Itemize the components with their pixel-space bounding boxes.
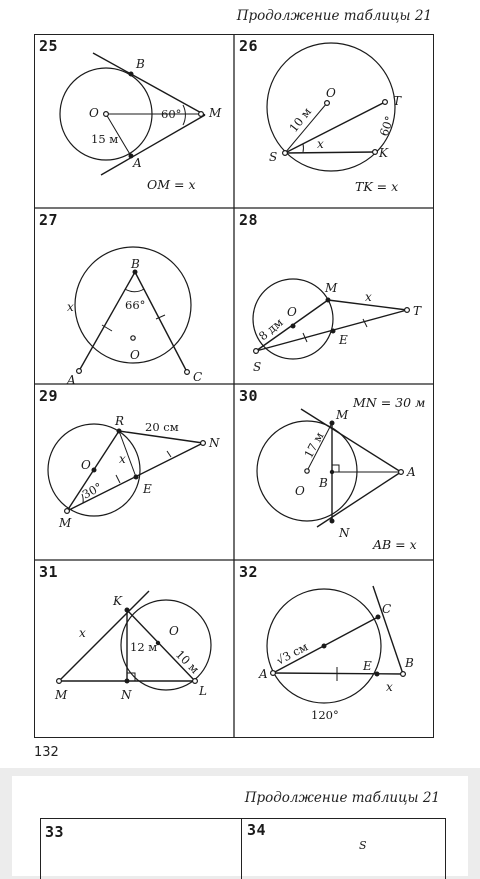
point-label-E: E	[339, 333, 348, 347]
segment-label-x: x	[79, 626, 86, 640]
problem-condition: AB = x	[373, 537, 417, 552]
figure-25	[35, 35, 235, 211]
point-label-N: N	[209, 436, 220, 450]
figure-30	[235, 385, 435, 561]
problem-number: 25	[39, 37, 59, 55]
problem-number: 33	[45, 823, 65, 841]
angle-label-x: x	[317, 137, 324, 151]
problem-number: 34	[247, 821, 267, 839]
page-header: Продолжение таблицы 21	[244, 790, 440, 806]
problem-number: 30	[239, 387, 259, 405]
point-label-M: M	[336, 408, 349, 422]
segment-label-x: x	[365, 290, 372, 304]
radius-label: 15 м	[91, 132, 119, 146]
arc-label: 120°	[311, 708, 339, 722]
problem-condition-top: MN = 30 м	[353, 395, 426, 410]
arc-label-x: x	[67, 300, 74, 314]
point-label-A: A	[67, 373, 76, 385]
point-label-B: B	[131, 257, 140, 271]
problem-number: 27	[39, 211, 59, 229]
point-label-S: S	[359, 839, 367, 852]
point-label-E: E	[143, 482, 152, 496]
angle-label: 30°	[79, 479, 105, 502]
point-label-O: O	[287, 305, 297, 319]
figure-26	[235, 35, 435, 211]
length-label: 20 см	[145, 420, 179, 434]
point-label-C: C	[382, 602, 392, 616]
point-label-S: S	[253, 360, 262, 374]
point-label-M: M	[55, 688, 68, 702]
problem-number: 29	[39, 387, 59, 405]
point-label-S: S	[269, 150, 278, 164]
problem-cell-28	[235, 209, 435, 385]
radius-label: 8 дм	[255, 315, 286, 344]
point-label-E: E	[363, 659, 372, 673]
point-label-O: O	[89, 106, 99, 120]
figure-29	[35, 385, 235, 561]
radius-label: 10 м	[286, 104, 315, 135]
angle-label: 66°	[125, 298, 146, 312]
segment-label-x: x	[119, 452, 126, 466]
problem-condition: TK = x	[355, 179, 399, 194]
angle-label: 60°	[161, 107, 182, 121]
point-label-O: O	[81, 458, 91, 472]
point-label-O: O	[169, 624, 179, 638]
problem-table	[40, 818, 446, 879]
problem-condition: OM = x	[147, 177, 196, 192]
point-label-K: K	[379, 146, 388, 160]
problem-cell-30	[235, 385, 435, 561]
point-label-O: O	[326, 86, 336, 100]
point-label-A: A	[259, 667, 268, 681]
figure-27	[35, 209, 235, 385]
textbook-page-next	[12, 776, 468, 876]
point-label-B: B	[405, 656, 414, 670]
segment-label-x: x	[386, 680, 393, 694]
point-label-C: C	[193, 370, 203, 384]
point-label-N: N	[121, 688, 132, 702]
figure-28	[235, 209, 435, 385]
point-label-M: M	[209, 106, 222, 120]
point-label-A: A	[407, 465, 416, 479]
problem-number: 32	[239, 563, 259, 581]
point-label-N: N	[339, 526, 350, 540]
problem-cell-27	[35, 209, 235, 385]
height-label: 12 м	[130, 640, 158, 654]
problem-number: 28	[239, 211, 259, 229]
page-number: 132	[34, 745, 59, 760]
point-label-O: O	[295, 484, 305, 498]
page-header: Продолжение таблицы 21	[236, 8, 432, 24]
point-label-T: T	[413, 304, 422, 318]
point-label-O: O	[130, 348, 140, 362]
problem-cell-25	[35, 35, 235, 211]
point-label-B: B	[319, 476, 328, 490]
point-label-B: B	[136, 57, 145, 71]
problem-number: 26	[239, 37, 259, 55]
problem-cell-32	[235, 561, 435, 737]
point-label-M: M	[325, 281, 338, 295]
figure-31	[35, 561, 235, 737]
figure-32	[235, 561, 435, 737]
problem-cell-31	[35, 561, 235, 737]
point-label-K: K	[113, 594, 122, 608]
problem-cell-26	[235, 35, 435, 211]
radius-label: 17 м	[301, 429, 327, 461]
point-label-A: A	[133, 156, 142, 170]
table-divider	[241, 819, 242, 879]
point-label-M: M	[59, 516, 72, 530]
arc-label: 60°	[376, 114, 397, 139]
radius-label: 10 м	[172, 647, 203, 677]
problem-number: 31	[39, 563, 59, 581]
point-label-L: L	[199, 684, 207, 698]
point-label-R: R	[115, 414, 125, 428]
point-label-T: T	[393, 94, 402, 108]
length-label: √3 см	[273, 639, 311, 668]
problem-cell-29	[35, 385, 235, 561]
problem-table	[34, 34, 434, 738]
